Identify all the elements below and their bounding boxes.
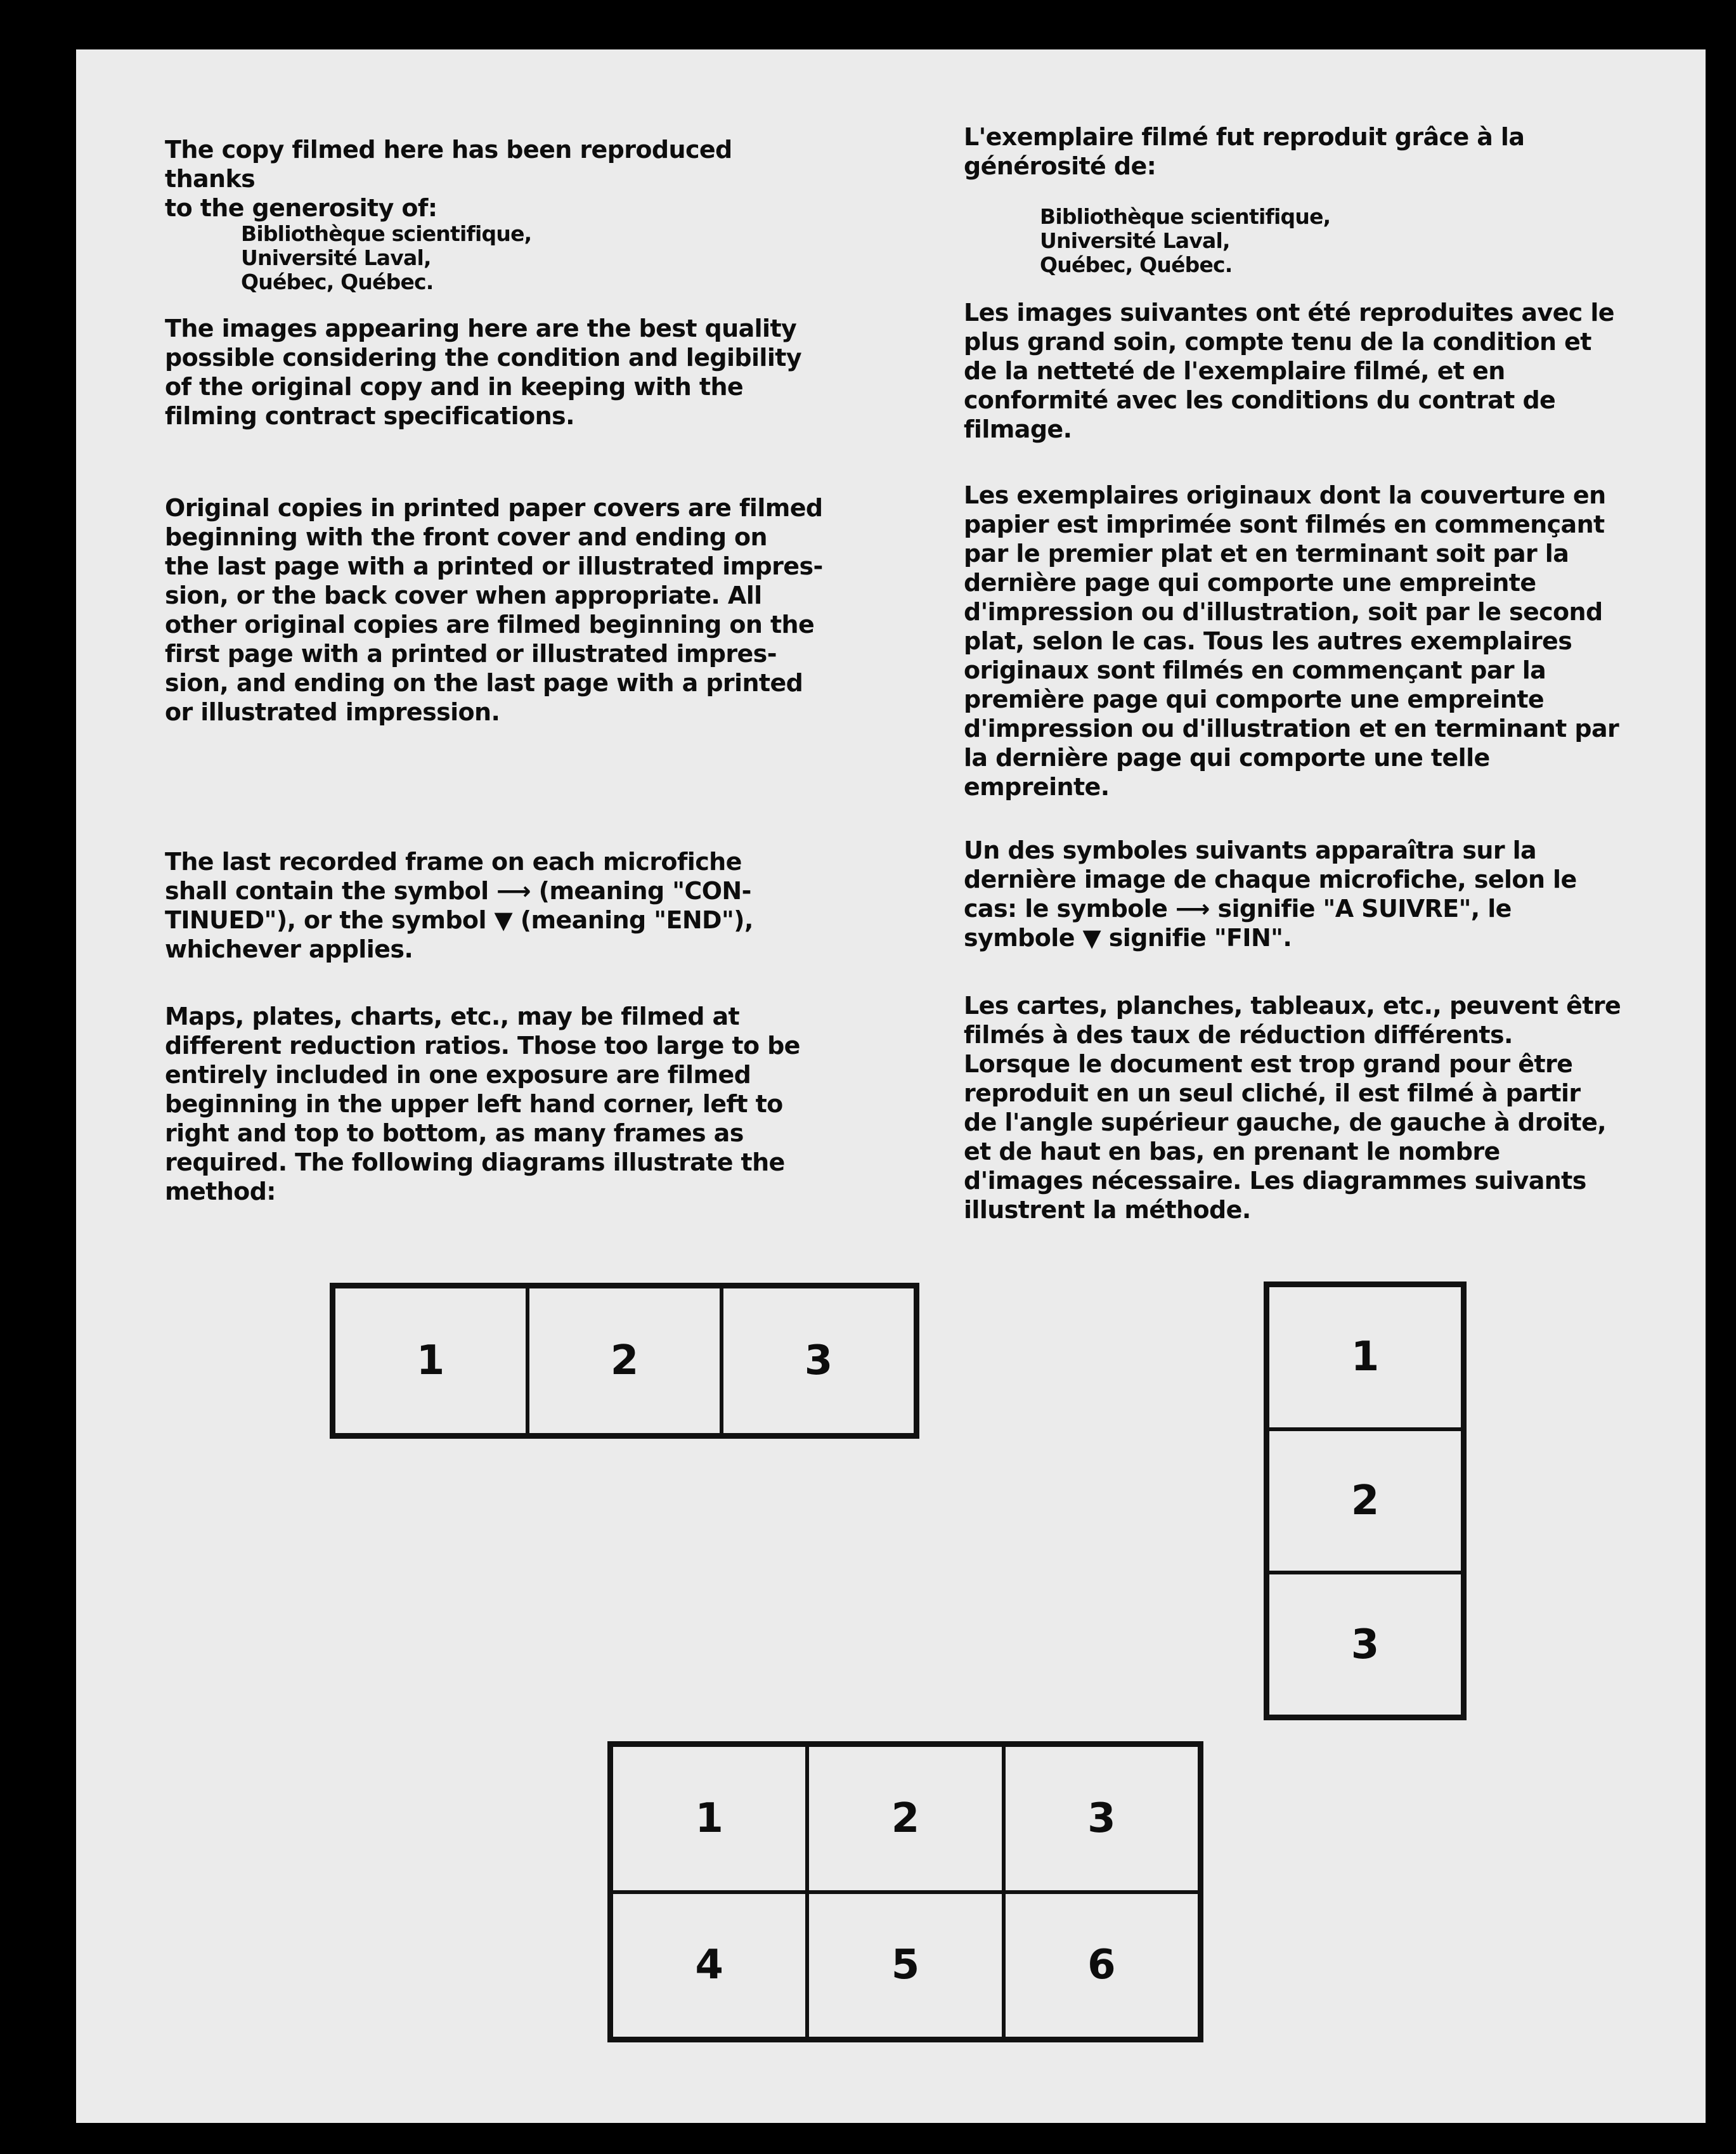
diagram-horizontal-frames — [330, 1283, 919, 1439]
frame-cell: 2 — [528, 1287, 722, 1435]
frame-cell: 3 — [722, 1287, 916, 1435]
frame-cell: 1 — [1267, 1285, 1463, 1429]
frame-cell: 6 — [1004, 1892, 1200, 2039]
frame-cell: 1 — [611, 1745, 807, 1892]
fr-thanks: L'exemplaire filmé fut reproduit grâce à la générosité de: — [964, 123, 1525, 180]
fr-maps-note: Les cartes, planches, tableaux, etc., peuvent être filmés à des taux de réduction différents. Lorsque le document est trop grand pour être reproduit en un seul cliché, il est filmé à partir de l'angle supérieur gauche, de gauche à droite, et de haut en bas, en prenant le nombre d'images nécessaire. Les diagrammes suivants illustrent la méthode. — [964, 992, 1621, 1224]
microfiche-target-sheet — [76, 49, 1706, 2123]
fr-originals-note: Les exemplaires originaux dont la couverture en papier est imprimée sont filmés en commençant par le premier plat et en terminant soit par la dernière page qui comporte une empreinte d'impression ou d'illustration, soit par le second plat, selon le cas. Tous les autres exemplaires originaux sont filmés en commençant par la première page qui comporte une empreinte d'impression ou d'illustration et en terminant par la dernière page qui comporte une telle empreinte. — [964, 481, 1619, 801]
fr-symbols-note: Un des symboles suivants apparaîtra sur la dernière image de chaque microfiche, selon le cas: le symbole ⟶ signifie "A SUIVRE", le symbole ▼ signifie "FIN". — [964, 836, 1577, 952]
frame-cell: 5 — [807, 1892, 1003, 2039]
en-library-credit: Bibliothèque scientifique, Université Laval, Québec, Québec. — [241, 221, 532, 294]
en-originals-note: Original copies in printed paper covers are filmed beginning with the front cover and ending on the last page with a printed or illustrated impres- sion, or the back cover when appropriate. All other original copies are filmed beginning on the first page with a printed or illustrated impres- sion, and ending on the last page with a printed or illustrated impression. — [165, 494, 823, 726]
diagram-vertical-frames — [1264, 1281, 1467, 1720]
en-maps-note: Maps, plates, charts, etc., may be filmed at different reduction ratios. Those too large to be entirely included in one exposure are filmed beginning in the upper left hand corner, left to right and top to bottom, as many frames as required. The following diagrams illustrate the method: — [165, 1002, 800, 1205]
frame-cell: 2 — [807, 1745, 1003, 1892]
en-symbols-note: The last recorded frame on each microfiche shall contain the symbol ⟶ (meaning "CON- TINUED"), or the symbol ▼ (meaning "END"), whichever applies. — [165, 848, 753, 963]
frame-cell: 4 — [611, 1892, 807, 2039]
frame-cell: 3 — [1004, 1745, 1200, 1892]
fr-quality-note: Les images suivantes ont été reproduites avec le plus grand soin, compte tenu de la condition et de la netteté de l'exemplaire filmé, et en conformité avec les conditions du contrat de filmage. — [964, 299, 1614, 443]
frame-cell: 3 — [1267, 1573, 1463, 1716]
fr-library-credit: Bibliothèque scientifique, Université Laval, Québec, Québec. — [1040, 204, 1331, 277]
en-thanks: The copy filmed here has been reproduced thanks to the generosity of: — [165, 136, 732, 222]
diagram-six-frames — [607, 1741, 1203, 2042]
frame-cell: 1 — [334, 1287, 528, 1435]
frame-cell: 2 — [1267, 1429, 1463, 1573]
en-quality-note: The images appearing here are the best quality possible considering the condition and legibility of the original copy and in keeping with the filming contract specifications. — [165, 315, 802, 430]
